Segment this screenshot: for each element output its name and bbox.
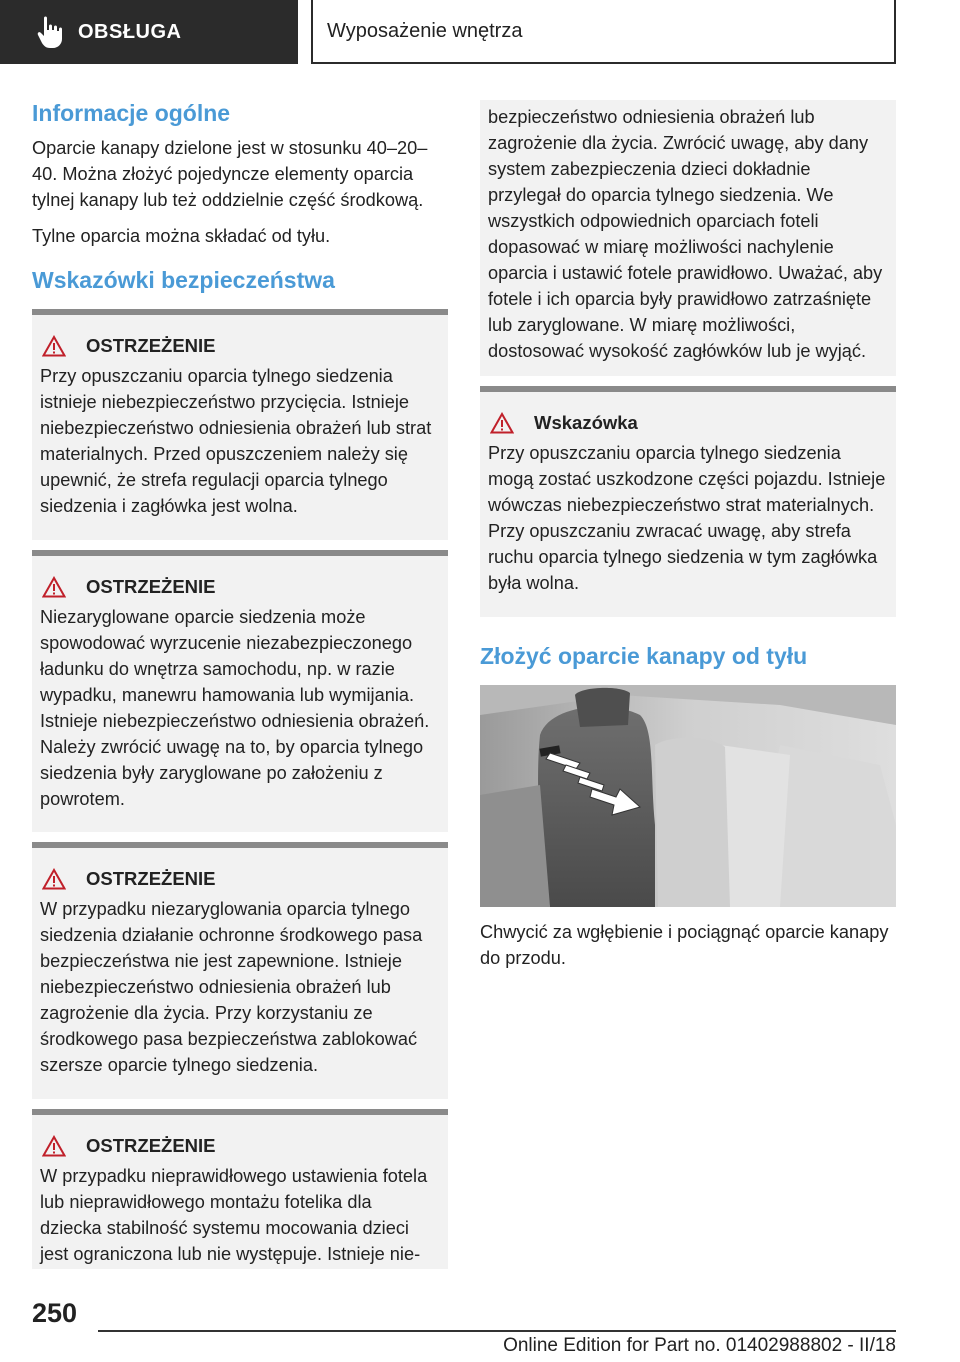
general-info-paragraph-2: Tylne oparcia można składać od tyłu. bbox=[32, 226, 331, 246]
heading-safety: Wskazówki bezpieczeństwa bbox=[32, 267, 335, 293]
warning-title: OSTRZEŻENIE bbox=[86, 335, 216, 356]
warning-box-3 bbox=[32, 842, 448, 1099]
note-text: Przy opuszczaniu oparcia tylnego siedzenia mogą zostać uszkodzone części pojazdu. Istnieje wówczas niebezpieczeństwo strat materialnych. Przy opuszczaniu zwracać uwagę, aby strefa ruchu oparcia tylnego siedzenia w tym zagłówka była wolna. bbox=[488, 443, 886, 593]
warning-box-4-continued bbox=[480, 100, 896, 376]
heading-fold-backrest: Złożyć oparcie kanapy od tyłu bbox=[480, 643, 808, 669]
section-tab bbox=[0, 0, 298, 64]
section-tab-label: OBSŁUGA bbox=[78, 20, 182, 43]
warning-title: OSTRZEŻENIE bbox=[86, 576, 216, 597]
general-info-paragraph: Oparcie kanapy dzielone jest w stosunku 40–20–40. Można złożyć pojedyncze elementy oparcia tylnej kanapy lub też oddzielnie część środkową. bbox=[32, 138, 428, 210]
warning-text: Niezaryglowane oparcie siedzenia może spowodować wyrzucenie niezabezpieczonego ładunku do wnętrza samochodu, np. w razie wypadku, manewru hamowania lub wymijania. Istnieje niebezpieczeństwo odniesienia obrażeń. Należy zwrócić uwagę na to, by oparcia tylnego siedzenia były zaryglowane po założeniu z powrotem. bbox=[40, 607, 430, 809]
warning-title: OSTRZEŻENIE bbox=[86, 868, 216, 889]
photo-caption: Chwycić za wgłębienie i pociągnąć oparcie kanapy do przodu. bbox=[480, 922, 889, 968]
hand-icon bbox=[36, 15, 66, 49]
left-column bbox=[32, 100, 448, 302]
page-number: 250 bbox=[32, 1298, 78, 1328]
chapter-title-box bbox=[311, 0, 896, 64]
warning-text-continued: bezpieczeństwo odniesienia obrażeń lub zagrożenie dla życia. Zwrócić uwagę, aby dany system zabezpieczenia dzieci dokładnie przylegał do oparcia tylnego siedzenia. We wszystkich odpowiednich oparciach foteli dopasować w miarę możliwości nachylenie oparcia i ustawić fotele prawidłowo. Uważać, aby fotele i ich oparcia były prawidłowo zatrzaśnięte lub zaryglowane. W miarę możliwości, dostosować wysokość zagłówków lub je wyjąć. bbox=[488, 107, 883, 361]
warning-box-1 bbox=[32, 309, 448, 540]
chapter-title: Wyposażenie wnętrza bbox=[327, 19, 523, 42]
warning-triangle-icon bbox=[42, 1135, 66, 1157]
note-title: Wskazówka bbox=[534, 412, 638, 433]
heading-general-info: Informacje ogólne bbox=[32, 100, 231, 126]
rear-seat-photo bbox=[480, 685, 896, 907]
warning-text: W przypadku nieprawidłowego ustawienia fotela lub nieprawidłowego montażu fotelika dla dziecka stabilność systemu mocowania dzieci jest ograniczona lub nie występuje. Istnieje nie- bbox=[40, 1166, 428, 1264]
warning-text: W przypadku niezaryglowania oparcia tylnego siedzenia działanie ochronne środkowego pasa bezpieczeństwa nie jest zapewnione. Istnieje niebezpieczeństwo odniesienia obrażeń lub zagrożenie dla życia. Przy korzystaniu ze środkowego pasa bezpieczeństwa zablokować szersze oparcie tylnego siedzenia. bbox=[40, 899, 423, 1075]
warning-triangle-icon bbox=[42, 335, 66, 357]
warning-triangle-icon bbox=[490, 412, 514, 434]
warning-title: OSTRZEŻENIE bbox=[86, 1135, 216, 1156]
footer-divider bbox=[98, 1330, 896, 1332]
warning-triangle-icon bbox=[42, 868, 66, 890]
warning-box-4 bbox=[32, 1109, 448, 1269]
note-box bbox=[480, 386, 896, 617]
warning-text: Przy opuszczaniu oparcia tylnego siedzenia istnieje niebezpieczeństwo przycięcia. Istnieje niebezpieczeństwo odniesienia obrażeń lub strat materialnych. Przed opuszczeniem należy się upewnić, że strefa regulacji oparcia tylnego siedzenia i zagłówka jest wolna. bbox=[40, 366, 432, 516]
warning-triangle-icon bbox=[42, 576, 66, 598]
warning-box-2 bbox=[32, 550, 448, 832]
footer-edition: Online Edition for Part no. 01402988802 - II/18 bbox=[503, 1335, 896, 1356]
